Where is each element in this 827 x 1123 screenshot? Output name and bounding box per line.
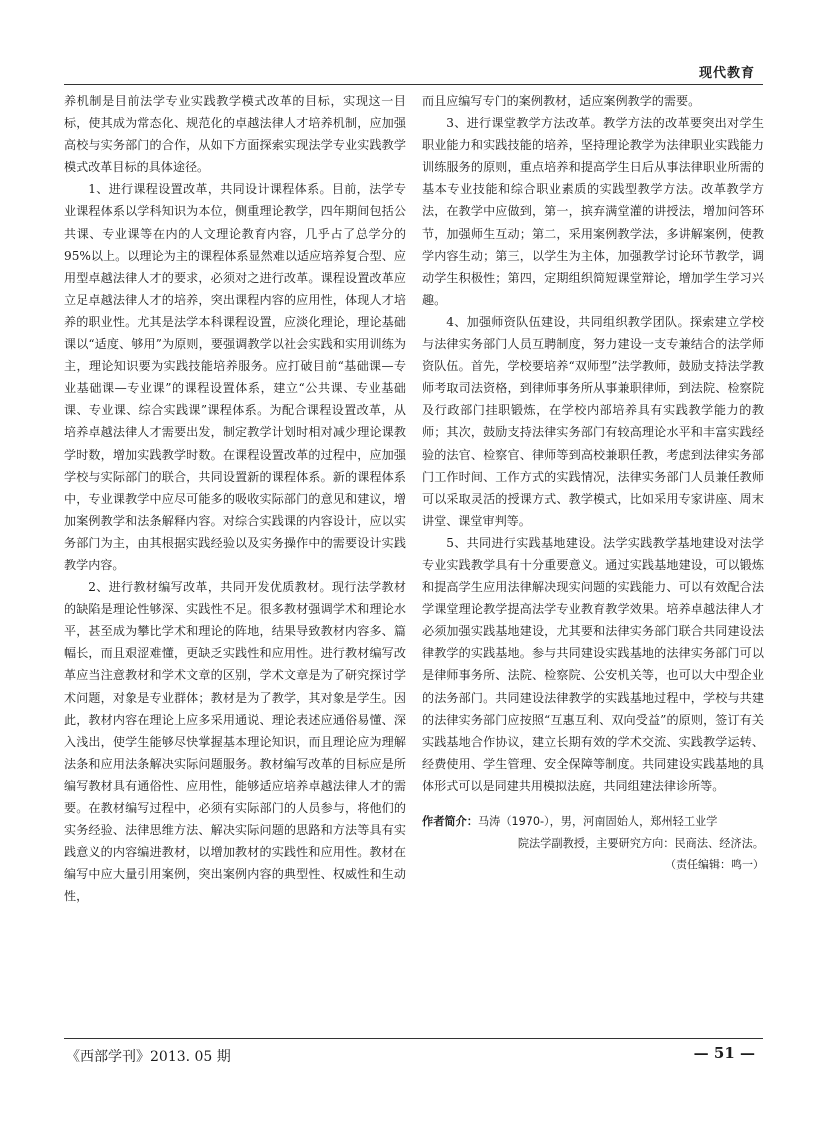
paragraph: 1、进行课程设置改革，共同设计课程体系。目前，法学专业课程体系以学科知识为本位，侧重理论教学，四年期间包括公共课、专业课等在内的人文理论教育内容，几乎占了总学分的95%以上。以理论为主的课程体系显然难以适应培养复合型、应用型卓越法律人才的要求，必须对之进行改革。课程设置改革应立足卓越法律人才的培养，突出课程内容的应用性，体现人才培养的职业性。尤其是法学本科课程设置，应淡化理论，理论基础课以“适度、够用”为原则，要强调教学以社会实践和实用训练为主，理论知识要为实践技能培养服务。应打破目前“基础课—专业基础课—专业课”的课程设置体系，建立“公共课、专业基础课、专业课、综合实践课”课程体系。为配合课程设置改革，从培养卓越法律人才需要出发，制定教学计划时相对减少理论课教学时数，增加实践教学时数。在课程设置改革的过程中，应加强学校与实际部门的联合，共同设置新的课程体系。新的课程体系中，专业课教学中应尽可能多的吸收实际部门的意见和建议，增加案例教学和法条解释内容。对综合实践课的内容设计，应以实务部门为主，由其根据实践经验以及实务操作中的需要设计实践教学内容。 <box>64 182 406 572</box>
author-bio <box>422 811 764 855</box>
journal-citation: 《西部学刊》2013. 05 期 <box>66 1049 231 1065</box>
paragraph: 4、加强师资队伍建设，共同组织教学团队。探索建立学校与法律实务部门人员互聘制度，努力建设一支专兼结合的法学师资队伍。首先，学校要培养“双师型”法学教师，鼓励支持法学教师考取司法资格，到律师事务所从事兼职律师，到法院、检察院及行政部门挂职锻炼，在学校内部培养具有实践教学能力的教师；其次，鼓励支持法律实务部门有较高理论水平和丰富实践经验的法官、检察官、律师等到高校兼职任教，考虑到法律实务部门工作时间、工作方式的实践情况，法律实务部门人员兼任教师可以采取灵活的授课方式、教学模式，比如采用专家讲座、周末讲堂、课堂审判等。 <box>422 314 764 528</box>
author-label: 作者简介： <box>422 815 478 828</box>
author-bio-line1: 马涛（1970-），男，河南固始人，郑州轻工业学 <box>477 815 718 828</box>
section-header: 现代教育 <box>698 66 755 81</box>
right-column <box>422 90 764 875</box>
editor-credit: （责任编辑：鸣一） <box>665 858 764 871</box>
paragraph: 3、进行课堂教学方法改革。教学方法的改革要突出对学生职业能力和实践技能的培养，坚持理论教学为法律职业实践能力训练服务的原则，重点培养和提高学生日后从事法律职业所需的基本专业技能和综合职业素质的实践型教学方法。改革教学方法，在教学中应做到，第一，摈弃满堂灌的讲授法，增加问答环节，加强师生互动；第二，采用案例教学法，多讲解案例，使教学内容生动；第三，以学生为主体，加强教学讨论环节教学，调动学生积极性；第四，定期组织简短课堂辩论，增加学生学习兴趣。 <box>422 116 764 307</box>
paragraph: 5、共同进行实践基地建设。法学实践教学基地建设对法学专业实践教学具有十分重要意义。通过实践基地建设，可以锻炼和提高学生应用法律解决现实问题的实践能力、可以有效配合法学课堂理论教学提高法学专业教育教学效果。培养卓越法律人才必须加强实践基地建设，尤其要和法律实务部门联合共同建设法律教学的实践基地。参与共同建设实践基地的法律实务部门可以是律师事务所、法院、检察院、公安机关等，也可以大中型企业的法务部门。共同建设法律教学的实践基地过程中，学校与共建的法律实务部门应按照“互惠互利、双向受益”的原则，签订有关实践基地合作协议，建立长期有效的学术交流、实践教学运转、经费使用、学生管理、安全保障等制度。共同建设实践基地的具体形式可以是同建共用模拟法庭，共同组建法律诊所等。 <box>422 535 764 793</box>
left-column <box>64 90 406 907</box>
header-divider <box>64 84 763 85</box>
paragraph: 2、进行教材编写改革，共同开发优质教材。现行法学教材的缺陷是理论性够深、实践性不足。很多教材强调学术和理论水平，甚至成为攀比学术和理论的阵地，结果导致教材内容多、篇幅长，而且艰涩难懂，更缺乏实践性和应用性。进行教材编写改革应当注意教材和学术文章的区别，学术文章是为了研究探讨学术问题，对象是专业群体；教材是为了教学，其对象是学生。因此，教材内容在理论上应多采用通说、理论表述应通俗易懂、深入浅出，使学生能够尽快掌握基本理论知识，而且理论应为理解法条和应用法条解决实际问题服务。教材编写改革的目标应是所编写教材具有通俗性、应用性，能够适应培养卓越法律人才的需要。在教材编写过程中，必须有实际部门的人员参与，将他们的实务经验、法律思维方法、解决实际问题的思路和方法等具有实践意义的内容编进教材，以增加教材的实践性和应用性。教材在编写中应大量引用案例，突出案例内容的典型性、权威性和生动性， <box>64 580 406 904</box>
page-number: — 51 — <box>693 1044 755 1062</box>
paragraph: 养机制是目前法学专业实践教学模式改革的目标，实现这一目标，使其成为常态化、规范化的卓越法律人才培养机制，应加强高校与实务部门的合作，从如下方面探索实现法学专业实践教学模式改革目标的具体途径。 <box>64 94 406 175</box>
paragraph: 而且应编写专门的案例教材，适应案例教学的需要。 <box>422 94 701 108</box>
author-bio-line2: 院法学副教授，主要研究方向：民商法、经济法。 <box>517 837 764 850</box>
footer-divider <box>64 1038 763 1039</box>
